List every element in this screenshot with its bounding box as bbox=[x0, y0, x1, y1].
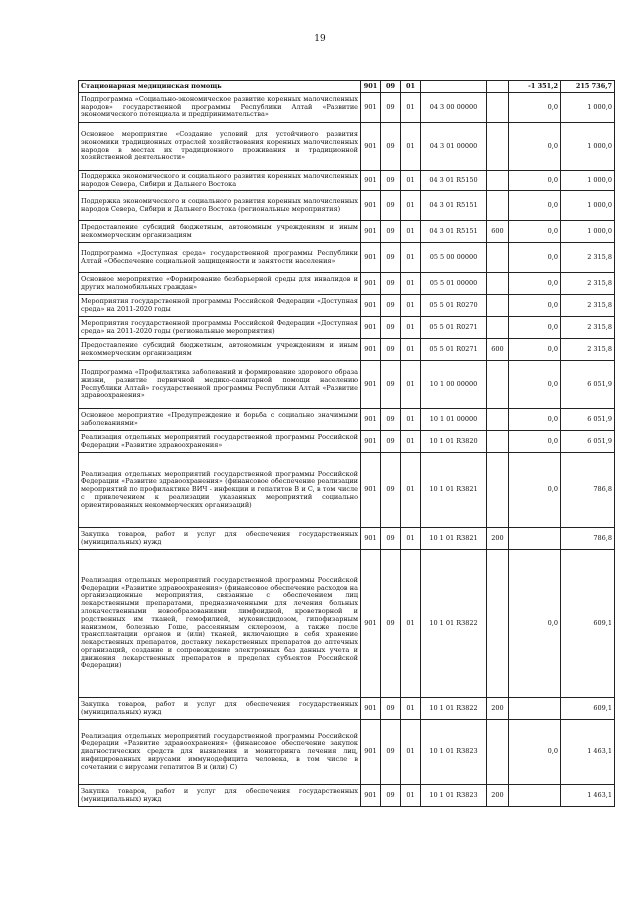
table-row bbox=[79, 339, 615, 361]
row-name: Мероприятия государственной программы Российской Федерации «Доступная среда» на 2011-2020 годы bbox=[79, 295, 361, 317]
subsection-code: 01 bbox=[401, 221, 421, 243]
total-amount: 215 736,7 bbox=[561, 81, 615, 93]
target-article: 05 5 01 R0271 bbox=[421, 317, 487, 339]
expense-type bbox=[487, 273, 509, 295]
total-amount: 1 463,1 bbox=[561, 720, 615, 785]
section-code: 09 bbox=[381, 81, 401, 93]
expense-type bbox=[487, 191, 509, 221]
ministry-code: 901 bbox=[361, 361, 381, 409]
ministry-code: 901 bbox=[361, 550, 381, 698]
table-row bbox=[79, 171, 615, 191]
row-name: Реализация отдельных мероприятий государственной программы Российской Федерации «Развитие здравоохранения» (финансовое обеспечение реализации мероприятий по профилактике ВИЧ - инфекции и гепатитов B и C, в том числе с привлечением к реализации указанных мероприятий социально ориентированных некоммерческих организаций) bbox=[79, 453, 361, 528]
change-amount: 0,0 bbox=[509, 243, 561, 273]
target-article: 10 1 01 R3820 bbox=[421, 431, 487, 453]
total-amount: 2 315,8 bbox=[561, 243, 615, 273]
ministry-code: 901 bbox=[361, 431, 381, 453]
change-amount: 0,0 bbox=[509, 295, 561, 317]
subsection-code: 01 bbox=[401, 720, 421, 785]
target-article: 10 1 01 R3822 bbox=[421, 550, 487, 698]
subsection-code: 01 bbox=[401, 243, 421, 273]
expense-type bbox=[487, 720, 509, 785]
expense-type bbox=[487, 295, 509, 317]
change-amount: 0,0 bbox=[509, 453, 561, 528]
expense-type bbox=[487, 171, 509, 191]
table-row bbox=[79, 453, 615, 528]
ministry-code: 901 bbox=[361, 317, 381, 339]
row-name: Стационарная медицинская помощь bbox=[79, 81, 361, 93]
table-row bbox=[79, 785, 615, 807]
ministry-code: 901 bbox=[361, 785, 381, 807]
total-amount: 1 000,0 bbox=[561, 191, 615, 221]
section-code: 09 bbox=[381, 221, 401, 243]
row-name: Основное мероприятие «Предупреждение и борьба с социально значимыми заболеваниями» bbox=[79, 409, 361, 431]
table-row bbox=[79, 273, 615, 295]
table-row bbox=[79, 93, 615, 123]
change-amount: 0,0 bbox=[509, 171, 561, 191]
subsection-code: 01 bbox=[401, 431, 421, 453]
subsection-code: 01 bbox=[401, 698, 421, 720]
section-code: 09 bbox=[381, 453, 401, 528]
target-article: 10 1 01 00000 bbox=[421, 409, 487, 431]
ministry-code: 901 bbox=[361, 453, 381, 528]
ministry-code: 901 bbox=[361, 81, 381, 93]
target-article: 10 1 01 R3821 bbox=[421, 528, 487, 550]
expense-type bbox=[487, 81, 509, 93]
ministry-code: 901 bbox=[361, 123, 381, 171]
subsection-code: 01 bbox=[401, 191, 421, 221]
row-name: Подпрограмма «Профилактика заболеваний и формирование здорового образа жизни, развитие первичной медико-санитарной помощи населению Республики Алтай» государственной программы Республики Алтай «Развитие здравоохранения» bbox=[79, 361, 361, 409]
change-amount bbox=[509, 698, 561, 720]
change-amount: -1 351,2 bbox=[509, 81, 561, 93]
table-row bbox=[79, 431, 615, 453]
table-row bbox=[79, 317, 615, 339]
table-row bbox=[79, 295, 615, 317]
total-amount: 1 463,1 bbox=[561, 785, 615, 807]
subsection-code: 01 bbox=[401, 785, 421, 807]
table-row bbox=[79, 243, 615, 273]
total-amount: 6 051,9 bbox=[561, 409, 615, 431]
row-name: Закупка товаров, работ и услуг для обеспечения государственных (муниципальных) нужд bbox=[79, 785, 361, 807]
change-amount: 0,0 bbox=[509, 273, 561, 295]
expense-type bbox=[487, 361, 509, 409]
row-name: Закупка товаров, работ и услуг для обеспечения государственных (муниципальных) нужд bbox=[79, 528, 361, 550]
ministry-code: 901 bbox=[361, 295, 381, 317]
change-amount: 0,0 bbox=[509, 361, 561, 409]
subsection-code: 01 bbox=[401, 317, 421, 339]
row-name: Основное мероприятие «Создание условий для устойчивого развития экономики традиционных отраслей хозяйствования коренных малочисленных народов в местах их традиционного проживания и традиционной хозяйственной деятельности» bbox=[79, 123, 361, 171]
subsection-code: 01 bbox=[401, 339, 421, 361]
ministry-code: 901 bbox=[361, 243, 381, 273]
ministry-code: 901 bbox=[361, 221, 381, 243]
ministry-code: 901 bbox=[361, 171, 381, 191]
expense-type bbox=[487, 93, 509, 123]
section-code: 09 bbox=[381, 409, 401, 431]
expense-type bbox=[487, 550, 509, 698]
row-name: Поддержка экономического и социального развития коренных малочисленных народов Севера, Сибири и Дальнего Востока bbox=[79, 171, 361, 191]
table-row bbox=[79, 221, 615, 243]
row-name: Поддержка экономического и социального развития коренных малочисленных народов Севера, Сибири и Дальнего Востока (региональные мероприятия) bbox=[79, 191, 361, 221]
table-row bbox=[79, 81, 615, 93]
row-name: Подпрограмма «Доступная среда» государственной программы Республики Алтай «Обеспечение социальной защищенности и занятости населения» bbox=[79, 243, 361, 273]
change-amount bbox=[509, 528, 561, 550]
subsection-code: 01 bbox=[401, 453, 421, 528]
ministry-code: 901 bbox=[361, 273, 381, 295]
row-name: Реализация отдельных мероприятий государственной программы Российской Федерации «Развитие здравоохранения» bbox=[79, 431, 361, 453]
table-row bbox=[79, 698, 615, 720]
section-code: 09 bbox=[381, 361, 401, 409]
row-name: Предоставление субсидий бюджетным, автономным учреждениям и иным некоммерческим организациям bbox=[79, 339, 361, 361]
change-amount: 0,0 bbox=[509, 317, 561, 339]
total-amount: 2 315,8 bbox=[561, 317, 615, 339]
expense-type bbox=[487, 431, 509, 453]
target-article: 04 3 01 00000 bbox=[421, 123, 487, 171]
section-code: 09 bbox=[381, 528, 401, 550]
expense-type bbox=[487, 123, 509, 171]
subsection-code: 01 bbox=[401, 123, 421, 171]
change-amount: 0,0 bbox=[509, 191, 561, 221]
section-code: 09 bbox=[381, 550, 401, 698]
section-code: 09 bbox=[381, 171, 401, 191]
section-code: 09 bbox=[381, 191, 401, 221]
total-amount: 2 315,8 bbox=[561, 339, 615, 361]
total-amount: 609,1 bbox=[561, 698, 615, 720]
row-name: Предоставление субсидий бюджетным, автономным учреждениям и иным некоммерческим организациям bbox=[79, 221, 361, 243]
ministry-code: 901 bbox=[361, 528, 381, 550]
target-article: 04 3 01 R5150 bbox=[421, 171, 487, 191]
table-row bbox=[79, 409, 615, 431]
total-amount: 2 315,8 bbox=[561, 273, 615, 295]
target-article: 04 3 00 00000 bbox=[421, 93, 487, 123]
section-code: 09 bbox=[381, 431, 401, 453]
expense-type: 200 bbox=[487, 785, 509, 807]
ministry-code: 901 bbox=[361, 339, 381, 361]
change-amount: 0,0 bbox=[509, 93, 561, 123]
subsection-code: 01 bbox=[401, 93, 421, 123]
subsection-code: 01 bbox=[401, 273, 421, 295]
expense-type: 200 bbox=[487, 528, 509, 550]
subsection-code: 01 bbox=[401, 81, 421, 93]
ministry-code: 901 bbox=[361, 720, 381, 785]
target-article: 05 5 00 00000 bbox=[421, 243, 487, 273]
section-code: 09 bbox=[381, 243, 401, 273]
total-amount: 1 000,0 bbox=[561, 171, 615, 191]
expense-type: 600 bbox=[487, 339, 509, 361]
expense-type bbox=[487, 317, 509, 339]
target-article: 04 3 01 R5151 bbox=[421, 191, 487, 221]
expense-type bbox=[487, 243, 509, 273]
total-amount: 1 000,0 bbox=[561, 221, 615, 243]
change-amount bbox=[509, 785, 561, 807]
target-article: 05 5 01 R0271 bbox=[421, 339, 487, 361]
expense-type bbox=[487, 409, 509, 431]
table-row bbox=[79, 191, 615, 221]
target-article: 05 5 01 R0270 bbox=[421, 295, 487, 317]
expense-type bbox=[487, 453, 509, 528]
section-code: 09 bbox=[381, 339, 401, 361]
target-article: 04 3 01 R5151 bbox=[421, 221, 487, 243]
subsection-code: 01 bbox=[401, 409, 421, 431]
total-amount: 2 315,8 bbox=[561, 295, 615, 317]
ministry-code: 901 bbox=[361, 191, 381, 221]
row-name: Реализация отдельных мероприятий государственной программы Российской Федерации «Развитие здравоохранения» (финансовое обеспечение расходов на организационные мероприятия, связанные с обеспечением лиц лекарственными препаратами, предназначенными для лечения больных злокачественными новообразованиями лимфоидной, кроветворной и родственных им тканей, гемофилией, муковисцидозом, гипофизарным нанизмом, болезнью Гоше, рассеянным склерозом, а также после трансплантации органов и (или) тканей, включающие в себя хранение лекарственных препаратов, доставку лекарственных препаратов до аптечных организаций, создание и сопровождение электронных баз данных учета и движения лекарственных препаратов в пределах субъектов Российской Федерации) bbox=[79, 550, 361, 698]
section-code: 09 bbox=[381, 93, 401, 123]
table-row bbox=[79, 720, 615, 785]
total-amount: 786,8 bbox=[561, 528, 615, 550]
change-amount: 0,0 bbox=[509, 409, 561, 431]
total-amount: 6 051,9 bbox=[561, 431, 615, 453]
page-number: 19 bbox=[314, 34, 326, 44]
target-article: 05 5 01 00000 bbox=[421, 273, 487, 295]
change-amount: 0,0 bbox=[509, 431, 561, 453]
row-name: Закупка товаров, работ и услуг для обеспечения государственных (муниципальных) нужд bbox=[79, 698, 361, 720]
table-row bbox=[79, 123, 615, 171]
table-row bbox=[79, 361, 615, 409]
change-amount: 0,0 bbox=[509, 123, 561, 171]
target-article: 10 1 00 00000 bbox=[421, 361, 487, 409]
change-amount: 0,0 bbox=[509, 221, 561, 243]
change-amount: 0,0 bbox=[509, 720, 561, 785]
row-name: Мероприятия государственной программы Российской Федерации «Доступная среда» на 2011-2020 годы (региональные мероприятия) bbox=[79, 317, 361, 339]
ministry-code: 901 bbox=[361, 93, 381, 123]
subsection-code: 01 bbox=[401, 171, 421, 191]
section-code: 09 bbox=[381, 785, 401, 807]
ministry-code: 901 bbox=[361, 409, 381, 431]
subsection-code: 01 bbox=[401, 550, 421, 698]
target-article: 10 1 01 R3823 bbox=[421, 720, 487, 785]
budget-table bbox=[78, 80, 615, 807]
expense-type: 600 bbox=[487, 221, 509, 243]
total-amount: 6 051,9 bbox=[561, 361, 615, 409]
total-amount: 1 000,0 bbox=[561, 123, 615, 171]
total-amount: 786,8 bbox=[561, 453, 615, 528]
subsection-code: 01 bbox=[401, 361, 421, 409]
section-code: 09 bbox=[381, 123, 401, 171]
table-row bbox=[79, 528, 615, 550]
row-name: Подпрограмма «Социально-экономическое развитие коренных малочисленных народов» государственной программы Республики Алтай «Развитие экономического потенциала и предпринимательства» bbox=[79, 93, 361, 123]
target-article: 10 1 01 R3821 bbox=[421, 453, 487, 528]
expense-type: 200 bbox=[487, 698, 509, 720]
total-amount: 1 000,0 bbox=[561, 93, 615, 123]
table-row bbox=[79, 550, 615, 698]
subsection-code: 01 bbox=[401, 528, 421, 550]
total-amount: 609,1 bbox=[561, 550, 615, 698]
budget-table-body bbox=[79, 81, 615, 807]
row-name: Основное мероприятие «Формирование безбарьерной среды для инвалидов и других маломобильных граждан» bbox=[79, 273, 361, 295]
section-code: 09 bbox=[381, 295, 401, 317]
change-amount: 0,0 bbox=[509, 339, 561, 361]
ministry-code: 901 bbox=[361, 698, 381, 720]
section-code: 09 bbox=[381, 698, 401, 720]
section-code: 09 bbox=[381, 720, 401, 785]
change-amount: 0,0 bbox=[509, 550, 561, 698]
row-name: Реализация отдельных мероприятий государственной программы Российской Федерации «Развитие здравоохранения» (финансовое обеспечение закупок диагностических средств для выявления и мониторинга лечения лиц, инфицированных вирусами иммунодефицита человека, в том числе в сочетании с вирусами гепатитов B и (или) C) bbox=[79, 720, 361, 785]
target-article: 10 1 01 R3822 bbox=[421, 698, 487, 720]
target-article: 10 1 01 R3823 bbox=[421, 785, 487, 807]
target-article bbox=[421, 81, 487, 93]
subsection-code: 01 bbox=[401, 295, 421, 317]
section-code: 09 bbox=[381, 317, 401, 339]
section-code: 09 bbox=[381, 273, 401, 295]
